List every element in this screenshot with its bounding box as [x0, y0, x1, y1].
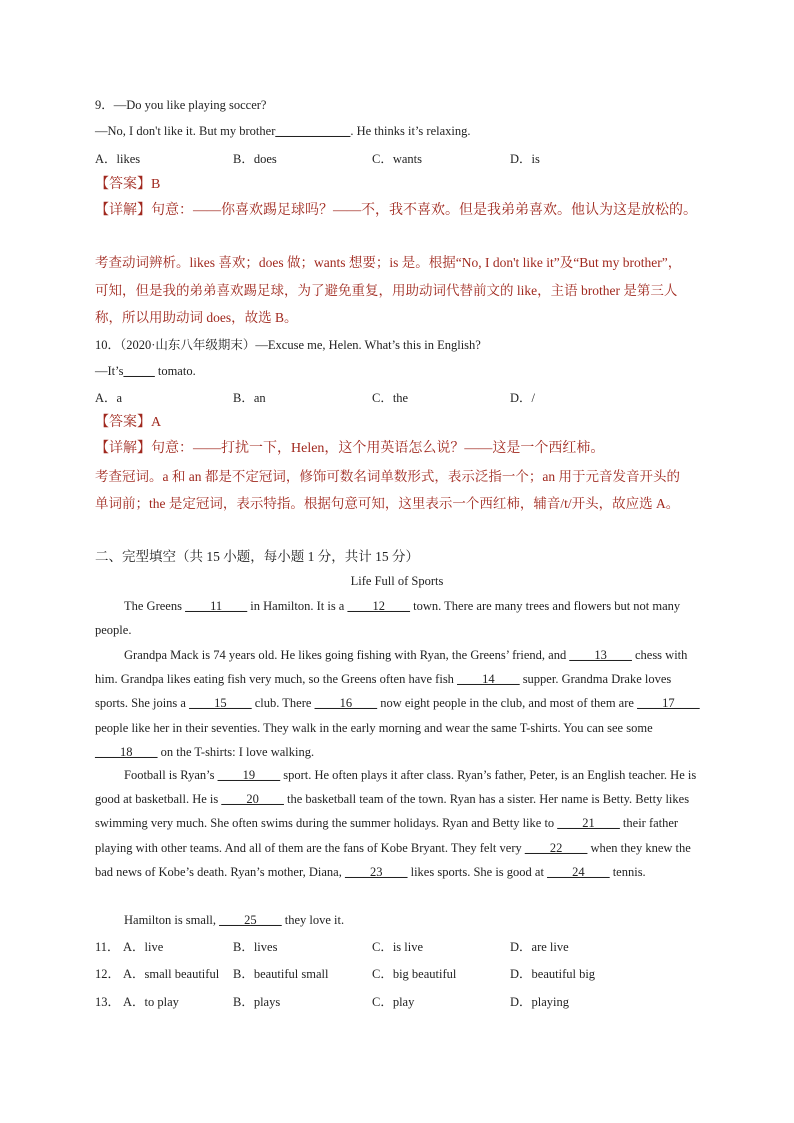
passage-text: Grandpa Mack is 74 years old. He likes going fishing with Ryan, the Greens’ friend, and — [124, 648, 570, 662]
q12-option-b: B．beautiful small — [233, 967, 329, 981]
q9-option-d: D．is — [510, 152, 540, 166]
passage-text: Hamilton is small, — [124, 913, 220, 927]
q10-stem: 10．（2020·山东八年级期末）—Excuse me, Helen. What’s this in English? — [95, 338, 481, 352]
blank-18: ____18____ — [95, 744, 158, 759]
passage-title: Life Full of Sports — [350, 574, 444, 588]
blank-20: ____20____ — [221, 792, 284, 807]
q13-number: 13． — [95, 995, 121, 1009]
q12-option-c: C．big beautiful — [372, 967, 457, 981]
q11-option-d: D．are live — [510, 940, 569, 954]
q9-reply-end: . He thinks it’s relaxing. — [350, 124, 471, 138]
q10-analysis-2: 单词前；the 是定冠词，表示特指。根据句意可知，这里表示一个西红柿，辅音/t/开头，故应选 A。 — [95, 496, 680, 511]
q10-reply-start: —It’s — [95, 364, 124, 378]
q10-option-b: B．an — [233, 391, 266, 405]
blank-15: ____15____ — [189, 696, 252, 711]
passage-text: supper. Grandma Drake loves sports. She joins a — [95, 672, 672, 711]
blank-11: ____11____ — [185, 599, 248, 613]
q13-option-d: D．playing — [510, 995, 570, 1009]
passage-text: on the T-shirts: I love walking. — [157, 744, 315, 759]
section-heading: 二、完型填空（共 15 小题，每小题 1 分，共计 15 分） — [95, 549, 419, 564]
q9-answer-label: 【答案】 — [95, 177, 151, 192]
passage-text: The Greens — [124, 599, 186, 613]
q10-answer-label: 【答案】 — [95, 415, 151, 430]
blank-21: ____21____ — [557, 816, 620, 831]
q13-option-a: A．to play — [123, 995, 179, 1009]
passage-text: in Hamilton. It is a — [247, 599, 348, 613]
q9-detail-text: 句意：——你喜欢踢足球吗？——不，我不喜欢。但是我弟弟喜欢。他认为这是放松的。 — [151, 203, 697, 218]
blank-14: ____14____ — [457, 672, 520, 687]
blank-13: ____13____ — [569, 648, 632, 662]
q9-answer-value: B — [151, 177, 161, 192]
q9-detail — [95, 203, 697, 219]
passage-text: now eight people in the club, and most of them are — [377, 696, 638, 711]
q13-option-c: C．play — [372, 995, 415, 1009]
q10-analysis-1: 考查冠词。a 和 an 都是不定冠词，修饰可数名词单数形式，表示泛指一个；an 用于元音发音开头的 — [95, 469, 680, 484]
q9-analysis-2: 可知，但是我的弟弟喜欢踢足球，为了避免重复，用助动词代替前文的 like，主语 brother 是第三人 — [95, 283, 678, 298]
passage-text: their father playing with other teams. And all of them are the fans of Kobe Bryant. They felt very — [95, 816, 679, 855]
q12-option-d: D．beautiful big — [510, 967, 596, 981]
q10-blank: _____ — [123, 364, 155, 378]
passage-text: club. There — [251, 696, 315, 711]
q10-answer — [95, 415, 161, 431]
q12-option-a: A．small beautiful — [123, 967, 220, 981]
blank-23: ____23____ — [344, 864, 408, 879]
q10-reply-end: tomato. — [154, 364, 196, 378]
passage-paragraph-2 — [95, 643, 700, 764]
q12-number: 12． — [95, 967, 121, 981]
q13-option-b: B．plays — [233, 995, 281, 1009]
q10-reply — [95, 363, 196, 379]
q10-option-a: A．a — [95, 391, 123, 405]
blank-12: ____12____ — [347, 599, 410, 613]
passage-text: when they knew the bad news of Kobe’s death. Ryan’s mother, Diana, — [95, 840, 691, 879]
passage-text: the basketball team of the town. Ryan has a sister. Her name is Betty. Betty likes swimming very much. She often swims during the summer holidays. Ryan and Betty like to — [95, 792, 690, 831]
blank-22: ____22____ — [524, 840, 588, 855]
q9-detail-label: 【详解】 — [95, 203, 151, 218]
passage-text: chess with him. Grandpa likes eating fish very much, so the Greens often have fish — [95, 648, 688, 687]
q9-analysis-1: 考查动词辨析。likes 喜欢；does 做；wants 想要；is 是。根据“No, I don't like it”及“But my brother”， — [95, 255, 682, 270]
q9-option-c: C．wants — [372, 152, 423, 166]
passage-paragraph-3 — [95, 763, 700, 884]
q11-option-b: B．lives — [233, 940, 278, 954]
passage-text: likes sports. She is good at — [407, 864, 548, 879]
q10-detail-text: 句意：——打扰一下，Helen，这个用英语怎么说？——这是一个西红柿。 — [151, 441, 605, 456]
q11-option-c: C．is live — [372, 940, 424, 954]
q10-option-c: C．the — [372, 391, 409, 405]
blank-24: ____24____ — [547, 864, 610, 879]
q9-option-a: A．likes — [95, 152, 141, 166]
passage-text: sport. He often plays it after class. Ryan’s father, Peter, is an English teacher. He is good at basketball. He is — [95, 768, 697, 807]
passage-text: tennis. — [609, 864, 646, 879]
passage-text: they love it. — [281, 913, 345, 927]
q9-reply-start: —No, I don't like it. But my brother — [95, 124, 276, 138]
q11-option-a: A．live — [123, 940, 164, 954]
passage-text: people like her in their seventies. They walk in the early morning and wear the same T-shirts. You can see some — [95, 720, 653, 735]
q10-detail — [95, 441, 604, 457]
blank-25: ____25____ — [219, 913, 282, 927]
q10-answer-value: A — [151, 415, 162, 430]
passage-text: Football is Ryan’s — [124, 768, 218, 782]
q9-reply — [95, 123, 470, 139]
blank-16: ____16____ — [314, 696, 378, 711]
q10-option-d: D．/ — [510, 391, 536, 405]
q9-blank: ____________ — [275, 124, 351, 138]
blank-17: ____17____ — [637, 696, 700, 711]
q9-answer — [95, 177, 160, 193]
q9-analysis-3: 称，所以用助动词 does，故选 B。 — [95, 310, 298, 325]
passage-paragraph-1 — [95, 594, 700, 642]
q10-detail-label: 【详解】 — [95, 441, 151, 456]
blank-19: ____19____ — [217, 768, 281, 782]
passage-text: town. There are many trees and flowers but not many people. — [95, 599, 681, 638]
q9-option-b: B．does — [233, 152, 277, 166]
q9-stem: 9．—Do you like playing soccer? — [95, 98, 267, 112]
q11-number: 11． — [95, 940, 120, 954]
passage-paragraph-4 — [95, 908, 700, 932]
